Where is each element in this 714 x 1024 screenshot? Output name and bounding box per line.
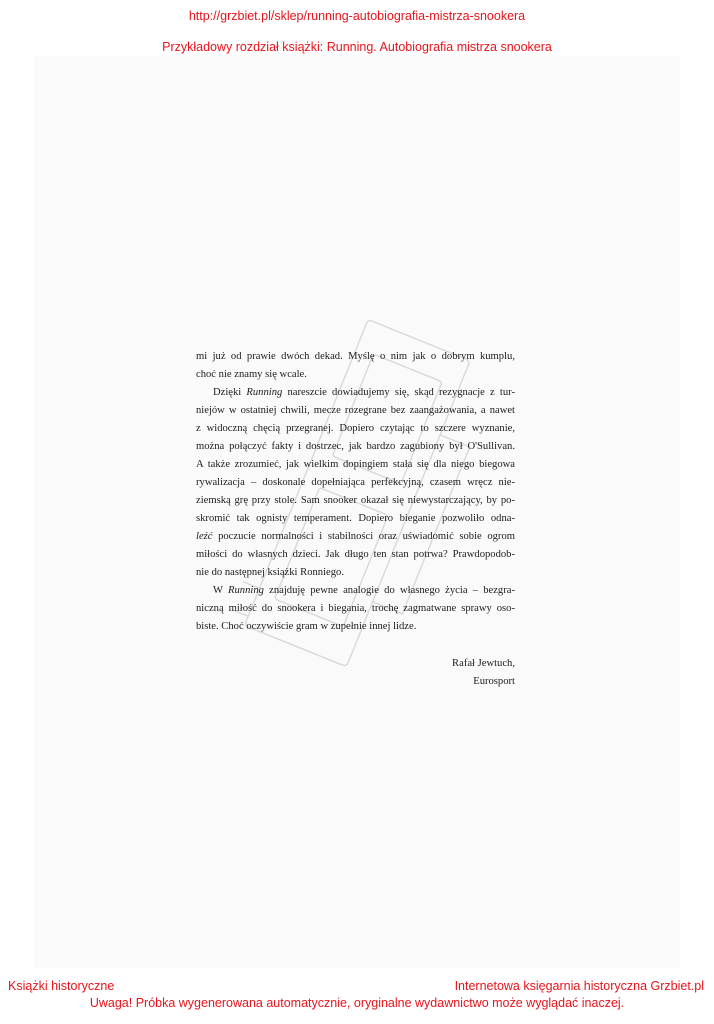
signature-name: Rafał Jewtuch, <box>452 658 515 669</box>
text-line: mi już od prawie dwóch dekad. Myślę o nim jak o dobrym kumplu, <box>196 351 515 362</box>
text-line: można połączyć fakty i dostrzec, jak bardzo zagubiony był O'Sullivan. <box>196 441 515 452</box>
footer-left-link[interactable]: Książki historyczne <box>8 979 115 993</box>
text-line: ziemską grę przy stole. Sam snooker okazał się niewystarczający, by po- <box>196 495 515 506</box>
text-line: rywalizacja – doskonale dopełniająca perfekcyjną, czasem wręcz nie- <box>196 477 515 488</box>
footer-right-link[interactable]: Internetowa księgarnia historyczna Grzbiet.pl <box>454 979 704 993</box>
text-line: miłości do własnych dzieci. Jak długo ten stan potrwa? Prawdopodob- <box>196 549 515 560</box>
footer-disclaimer: Uwaga! Próbka wygenerowana automatycznie, oryginalne wydawnictwo może wyglądać inaczej. <box>89 996 625 1010</box>
text-line: z widoczną chęcią przegranej. Dopiero czytając to szczere wyznanie, <box>196 423 515 434</box>
text-line: niejów w ostatniej chwili, mecze rozegrane bez zaangażowania, a nawet <box>196 405 515 416</box>
text-line: leźć poczucie normalności i stabilności oraz uświadomić sobie ogrom <box>196 531 515 542</box>
text-line: biste. Choć oczywiście gram w zupełnie innej lidze. <box>196 621 417 632</box>
text-line: skromić tak ognisty temperament. Dopiero bieganie pozwoliło odna- <box>196 513 515 524</box>
text-line: niczną miłość do snookera i biegania, trochę zagmatwane sprawy oso- <box>196 603 515 614</box>
text-line: nie do następnej książki Ronniego. <box>196 567 344 578</box>
paragraph-spacer <box>196 636 515 655</box>
text-line: Dzięki Running nareszcie dowiadujemy się, skąd rezygnacje z tur- <box>213 387 515 398</box>
text-line: A także zrozumieć, jak wielkim dopingiem stała się dla niego biegowa <box>196 459 515 470</box>
source-url[interactable]: http://grzbiet.pl/sklep/running-autobiografia-mistrza-snookera <box>188 9 526 23</box>
chapter-text <box>196 348 515 691</box>
text-line: W Running znajduję pewne analogie do własnego życia – bezgra- <box>213 585 515 596</box>
signature-org: Eurosport <box>473 676 515 687</box>
sample-chapter-title: Przykładowy rozdział książki: Running. Autobiografia mistrza snookera <box>162 40 552 54</box>
text-line: choć nie znamy się wcale. <box>196 369 307 380</box>
